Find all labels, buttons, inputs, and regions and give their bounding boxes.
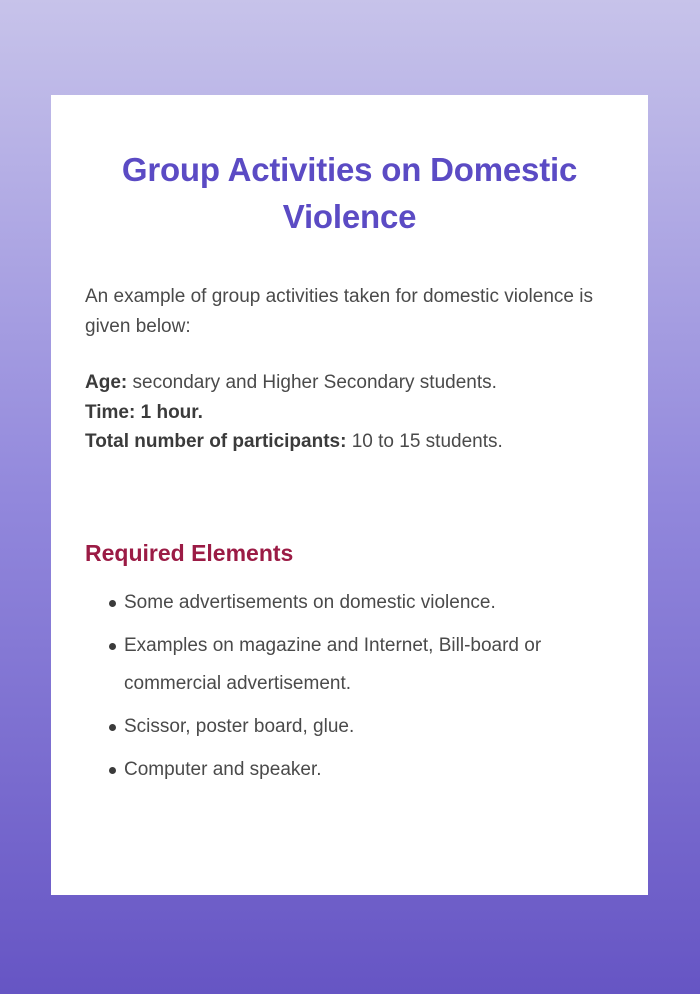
detail-participants xyxy=(85,427,614,456)
bullet-icon xyxy=(109,643,116,650)
section-heading-required-elements: Required Elements xyxy=(85,540,294,566)
list-item-label: Examples on magazine and Internet, Bill-board or commercial advertisement. xyxy=(124,634,542,695)
list-item-label: Some advertisements on domestic violence. xyxy=(124,591,496,613)
bullet-icon xyxy=(109,600,116,607)
detail-time-value: 1 hour. xyxy=(140,401,203,423)
detail-time xyxy=(85,398,614,427)
detail-participants-label: Total number of participants: xyxy=(85,430,347,452)
detail-participants-value: 10 to 15 students. xyxy=(351,430,503,452)
detail-time-label: Time: xyxy=(85,401,136,423)
list-item xyxy=(85,627,614,705)
detail-age xyxy=(85,368,614,397)
activity-details xyxy=(85,343,614,456)
list-item xyxy=(85,751,614,790)
content-card xyxy=(51,95,648,895)
list-item xyxy=(85,584,614,623)
page-title: Group Activities on Domestic Violence xyxy=(121,151,578,235)
bullet-icon xyxy=(109,724,116,731)
list-item-label: Scissor, poster board, glue. xyxy=(124,716,355,738)
bullet-icon xyxy=(109,767,116,774)
required-elements-list xyxy=(85,568,614,791)
intro-paragraph: An example of group activities taken for domestic violence is given below: xyxy=(85,285,593,338)
list-item-label: Computer and speaker. xyxy=(124,759,322,781)
list-item xyxy=(85,708,614,747)
detail-age-value: secondary and Higher Secondary students. xyxy=(132,372,497,394)
detail-age-label: Age: xyxy=(85,372,128,394)
